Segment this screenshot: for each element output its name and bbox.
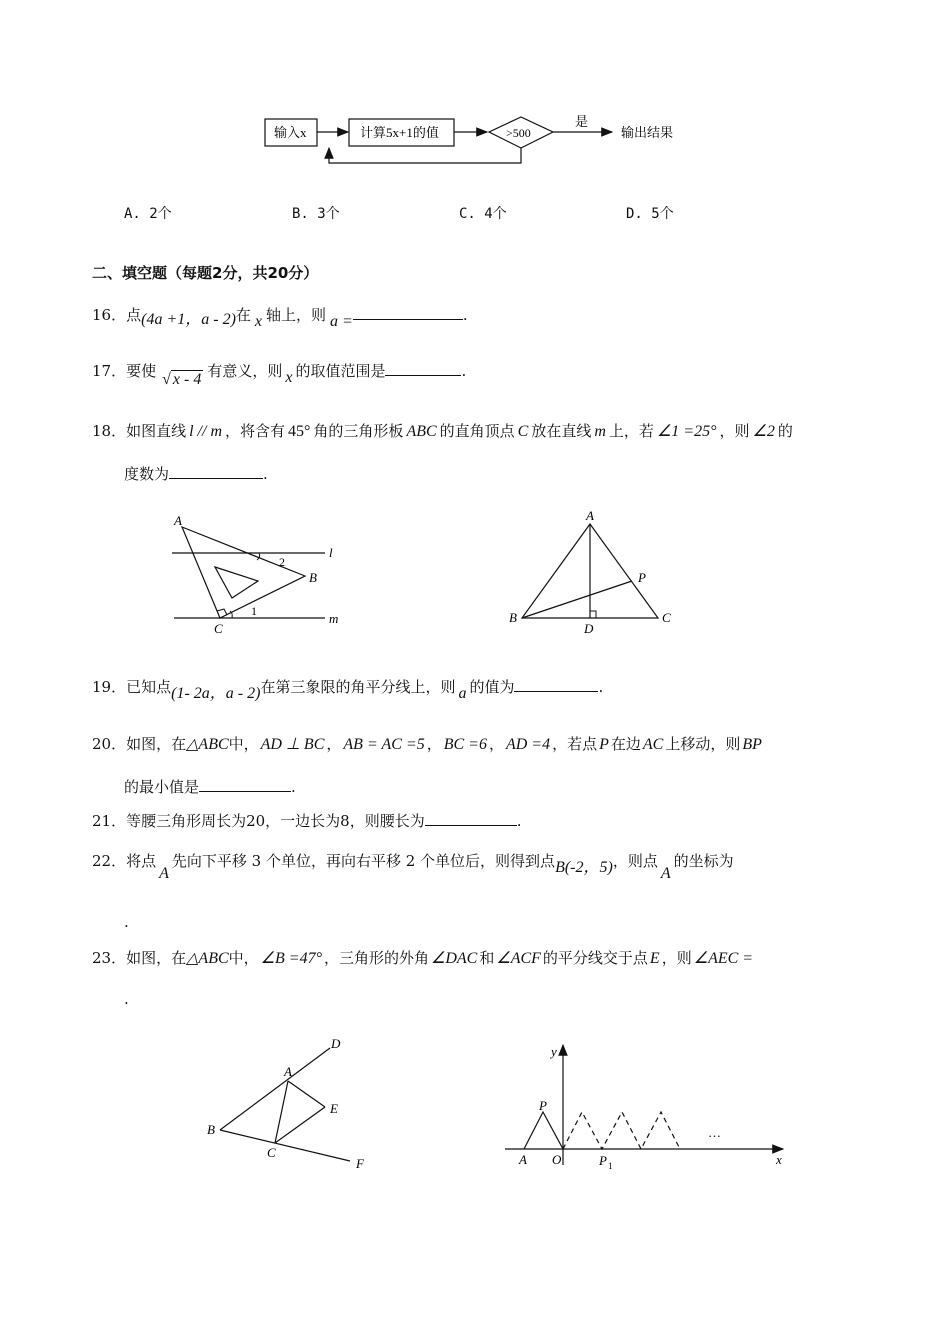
flow-yes-label: 是 <box>575 114 589 129</box>
fig20-label-d: D <box>584 621 594 636</box>
segment-ce <box>275 1107 325 1143</box>
q22-a2: A <box>660 865 671 882</box>
q23-number: 23． <box>92 949 127 967</box>
q21-end: . <box>516 812 522 830</box>
q17-number: 17． <box>92 362 127 380</box>
q22-text-4: 的坐标为 <box>673 852 734 870</box>
q22-number: 22． <box>92 852 127 870</box>
section-heading: 二、填空题（每题2分，共20分） <box>92 264 319 282</box>
ray-bf <box>220 1130 350 1161</box>
q23-text-4: 和 <box>479 949 495 967</box>
q19-text-2: 在第三象限的角平分线上，则 <box>260 678 456 696</box>
q23-acf: ∠ACF <box>496 950 541 967</box>
q22-end: . <box>124 913 129 931</box>
question-16 <box>92 302 468 330</box>
q18-text-4: 的直角顶点 <box>439 422 515 440</box>
q23-text-3: ，三角形的外角 <box>323 949 429 967</box>
fig20-label-b: B <box>509 610 517 625</box>
q22-a: A <box>159 865 169 882</box>
q18-text-7: ，则 <box>719 422 750 440</box>
q19-answer-blank[interactable] <box>514 677 598 692</box>
q23-tri: △ABC <box>186 950 229 967</box>
fig18-label-b: B <box>309 570 317 585</box>
q18-text-2: ，将含有 <box>225 422 286 440</box>
segment-ae <box>288 1081 325 1107</box>
axes-label-x: x <box>776 1152 782 1167</box>
q23-angle-b: ∠B =47° <box>260 950 322 967</box>
figure-axes <box>500 1035 800 1175</box>
q17-text-3: 的取值范围是 <box>295 362 386 380</box>
q17-var-x: x <box>285 369 293 386</box>
fig23-label-c: C <box>267 1145 276 1160</box>
q20-c3: BC =6 <box>443 736 487 753</box>
q20-answer-blank[interactable] <box>199 777 291 792</box>
fig18-label-2: 2 <box>279 555 285 569</box>
q18-end: . <box>263 465 268 483</box>
q19-number: 19． <box>92 678 127 696</box>
q18-text-8: 的 <box>777 422 793 440</box>
solid-triangle <box>524 1112 563 1149</box>
q20-sep-3: ， <box>488 735 504 753</box>
q18-line2 <box>124 463 268 484</box>
q19-var-a: a <box>458 685 467 702</box>
q21-text: 等腰三角形周长为20，一边长为8，则腰长为 <box>126 812 425 830</box>
q20-tri: △ABC <box>186 736 229 753</box>
segment-ac <box>275 1081 288 1143</box>
fig23-label-d: D <box>331 1036 341 1051</box>
q19-text: 已知点 <box>126 678 172 696</box>
fig18-label-m: m <box>329 611 339 626</box>
q23-text: 如图，在 <box>126 949 187 967</box>
q19-end: . <box>598 678 604 696</box>
axes-label-o: O <box>552 1152 562 1167</box>
q17-text: 要使 <box>126 362 157 380</box>
sqrt-symbol: √ <box>162 371 171 388</box>
q17-answer-blank[interactable] <box>385 361 461 376</box>
q18-abc: ABC <box>406 423 437 440</box>
inner-triangle <box>215 567 258 598</box>
q20-text-3: ，若点 <box>552 735 598 753</box>
q18-deg45: 45° <box>288 423 311 440</box>
right-angle-mark <box>590 611 596 618</box>
q20-text-5: 上移动，则 <box>665 735 741 753</box>
q20-c2: AB = AC =5 <box>343 736 425 753</box>
q18-angle1: ∠1 =25° <box>656 423 717 440</box>
segment-bp <box>522 581 632 618</box>
fig23-label-f: F <box>356 1156 364 1171</box>
q20-c4: AD =4 <box>505 736 551 753</box>
q23-end: . <box>124 990 129 1008</box>
q18-answer-blank[interactable] <box>169 464 263 479</box>
q18-text-5: 放在直线 <box>531 422 592 440</box>
q20-c1: AD ⊥ BC <box>260 736 325 753</box>
axes-label-p: P <box>539 1098 547 1113</box>
question-20 <box>92 733 762 754</box>
q20-sep-2: ， <box>426 735 442 753</box>
q22-text: 将点 <box>126 852 157 870</box>
fig20-label-a: A <box>586 508 594 523</box>
option-a: A. 2个 <box>124 206 172 222</box>
axes-label-y: y <box>551 1044 557 1059</box>
q23-text-2: 中， <box>228 949 259 967</box>
figure-20 <box>500 505 690 640</box>
q22-text-2: 先向下平移 3 个单位，再向右平移 2 个单位后，则得到点 <box>171 852 556 870</box>
q20-sep-1: ， <box>326 735 342 753</box>
axes-label-a: A <box>519 1152 527 1167</box>
q16-point: (4a +1，a - 2) <box>141 311 236 328</box>
q20-text-2: 中， <box>228 735 259 753</box>
q23-dac: ∠DAC <box>430 950 478 967</box>
fig20-label-c: C <box>662 610 671 625</box>
flowchart <box>0 0 950 180</box>
q18-number: 18． <box>92 422 127 440</box>
flow-input-label: 输入x <box>274 125 307 140</box>
flow-compute-label: 计算5x+1的值 <box>360 125 439 140</box>
axes-label-p1: P <box>599 1153 607 1168</box>
option-d: D. 5个 <box>626 206 674 222</box>
option-c: C. 4个 <box>459 206 507 222</box>
q19-point: (1- 2a，a - 2) <box>171 685 261 702</box>
q20-number: 20． <box>92 735 127 753</box>
q18-text-6: 上，若 <box>608 422 654 440</box>
fig23-label-b: B <box>207 1122 215 1137</box>
q17-radicand: x - 4 <box>172 371 202 388</box>
question-18 <box>92 420 793 441</box>
q18-lm: l // m <box>189 423 222 440</box>
q18-m: m <box>594 423 606 440</box>
option-b: B. 3个 <box>292 206 340 222</box>
q23-text-5: 的平分线交于点 <box>542 949 648 967</box>
q17-text-2: 有意义，则 <box>207 362 283 380</box>
q17-end: . <box>461 362 467 380</box>
q20-p: P <box>599 736 609 753</box>
q16-text: 点 <box>126 306 142 324</box>
question-23 <box>92 947 753 968</box>
fig18-label-1: 1 <box>251 604 257 618</box>
q19-text-3: 的值为 <box>469 678 515 696</box>
dashed-path <box>563 1112 680 1149</box>
triangle-abc <box>182 527 305 618</box>
ray-bd <box>220 1048 330 1130</box>
q18-line2-text: 度数为 <box>124 465 170 483</box>
figure-18 <box>160 505 360 645</box>
q23-e: E <box>649 950 660 967</box>
q16-answer-blank[interactable] <box>353 305 463 320</box>
question-22 <box>92 848 734 882</box>
q16-number: 16． <box>92 306 127 324</box>
flow-condition-label: >500 <box>506 126 531 140</box>
question-19 <box>92 674 604 702</box>
q20-ac: AC <box>642 736 664 753</box>
axes-ellipsis: … <box>708 1125 721 1140</box>
q20-line2-text: 的最小值是 <box>124 778 200 796</box>
fig18-label-a: A <box>174 513 182 528</box>
q16-lhs: a = <box>330 313 353 330</box>
q18-angle2: ∠2 <box>752 423 775 440</box>
q17-radical <box>162 370 203 389</box>
fig23-label-a: A <box>284 1064 292 1079</box>
q20-line2 <box>124 776 296 797</box>
flow-output-label: 输出结果 <box>621 125 674 140</box>
q20-end: . <box>291 778 296 796</box>
q18-text: 如图直线 <box>126 422 187 440</box>
q22-b: B(-2，5) <box>555 859 613 876</box>
flow-loop-line <box>329 148 521 163</box>
q16-text-2: 在 <box>235 306 251 324</box>
q20-text: 如图，在 <box>126 735 187 753</box>
fig18-label-l: l <box>329 545 333 560</box>
q20-bp: BP <box>742 736 762 753</box>
q23-aec: ∠AEC = <box>693 950 754 967</box>
q16-text-3: 轴上，则 <box>266 306 327 324</box>
question-17 <box>92 360 467 388</box>
q18-c: C <box>517 423 529 440</box>
q20-text-4: 在边 <box>610 735 641 753</box>
q21-answer-blank[interactable] <box>425 811 517 826</box>
q22-text-3: ，则点 <box>612 852 658 870</box>
q16-end: . <box>462 306 468 324</box>
axes-label-p1-sub: 1 <box>608 1161 613 1171</box>
fig23-label-e: E <box>330 1101 338 1116</box>
q23-text-6: ，则 <box>661 949 692 967</box>
q21-number: 21． <box>92 812 127 830</box>
fig18-label-c: C <box>214 621 223 636</box>
figure-23 <box>200 1030 380 1180</box>
q18-text-3: 角的三角形板 <box>313 422 404 440</box>
question-21 <box>92 810 522 831</box>
fig20-label-p: P <box>638 570 646 585</box>
q16-var-x: x <box>254 313 263 330</box>
